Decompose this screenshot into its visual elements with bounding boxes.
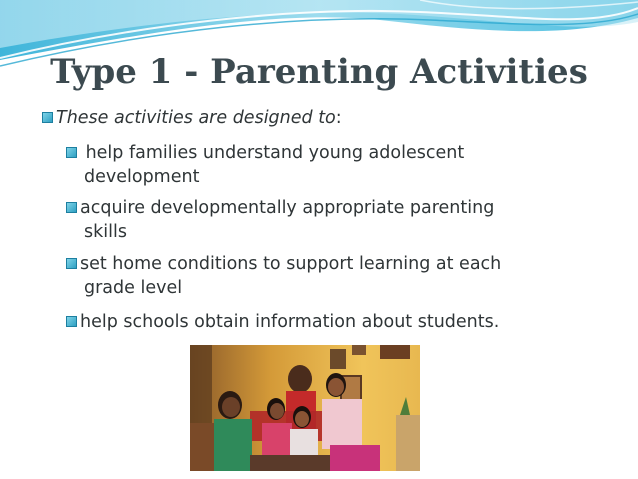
checkbox-square-icon [66,258,77,269]
sub-bullet-3 [66,252,626,300]
checkbox-square-icon [66,202,77,213]
checkbox-square-icon [66,147,77,158]
slide-title: Type 1 - Parenting Activities [50,52,588,92]
sub-bullet-1-line2: development [84,167,200,187]
sub-bullet-2-line2: skills [84,222,127,242]
sub-bullet-4-line1: help schools obtain information about students. [80,312,500,332]
family-photo [190,345,420,471]
intro-colon: : [335,108,342,128]
intro-bullet [42,108,342,128]
sub-bullet-1-line1: help families understand young adolescent [80,143,465,163]
sub-bullet-2-line1: acquire developmentally appropriate parenting [80,198,495,218]
sub-bullet-2 [66,196,626,244]
sub-bullet-3-line2: grade level [84,278,183,298]
checkbox-square-icon [42,112,53,123]
sub-bullet-3-line1: set home conditions to support learning at each [80,254,502,274]
sub-bullet-4 [66,310,626,334]
intro-text: These activities are designed to [56,108,336,128]
sub-bullet-1 [66,141,626,189]
checkbox-square-icon [66,316,77,327]
